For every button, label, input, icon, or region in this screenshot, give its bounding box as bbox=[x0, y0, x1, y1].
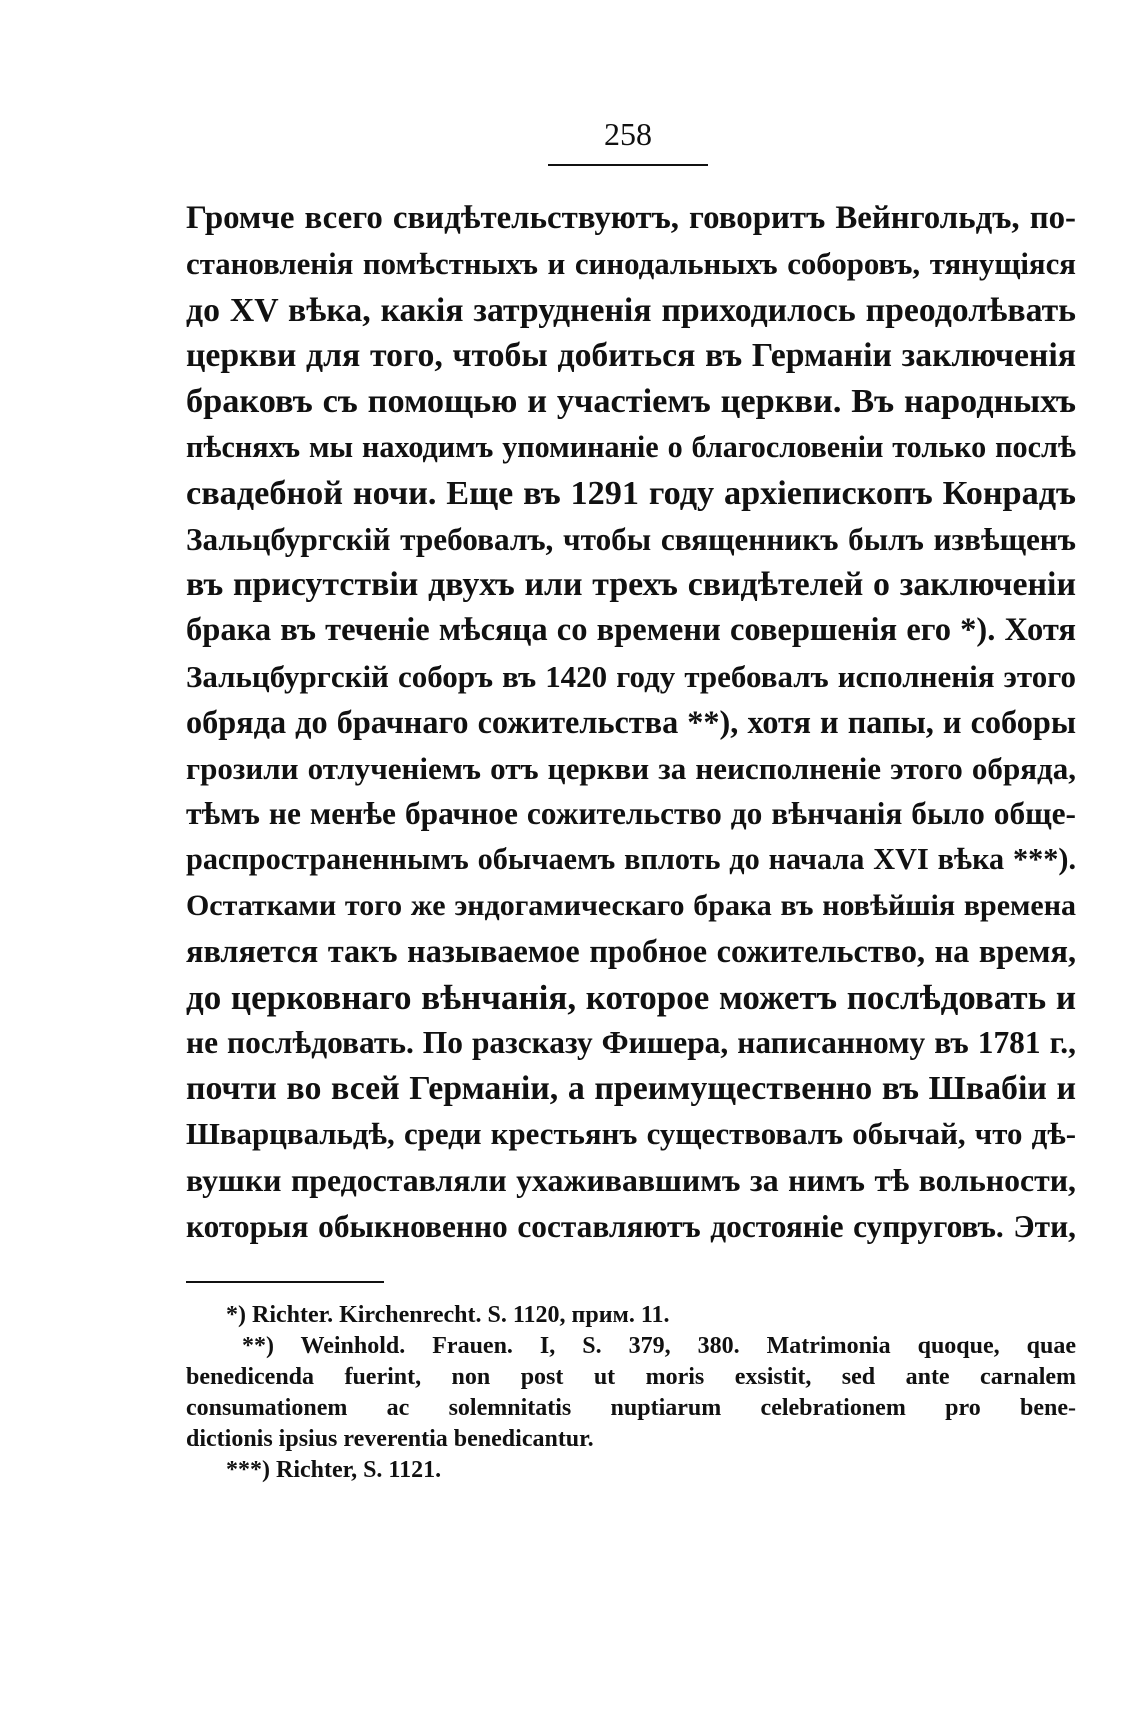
body-line: до церковнаго вѣнчанія, которое можетъ послѣдовать и bbox=[186, 977, 1076, 1017]
header-rule bbox=[548, 164, 708, 166]
body-line: обряда до брачнаго сожительства **), хотя и папы, и соборы bbox=[186, 703, 1076, 740]
body-line: Остатками того же эндогамическаго брака въ новѣйшія времена bbox=[186, 888, 1076, 922]
body-line: церкви для того, чтобы добиться въ Германіи заключенія bbox=[186, 337, 1076, 375]
body-line: свадебной ночи. Еще въ 1291 году архіепископъ Конрадъ bbox=[186, 473, 1076, 512]
page-number: 258 bbox=[604, 116, 652, 152]
body-line: въ присутствіи двухъ или трехъ свидѣтелей о заключеніи bbox=[186, 566, 1076, 604]
footnotes bbox=[186, 1300, 1076, 1486]
body-line: Громче всего свидѣтельствуютъ, говоритъ Вейнгольдъ, по- bbox=[186, 200, 1076, 236]
body-line: не послѣдовать. По разсказу Фишера, написанному въ 1781 г., bbox=[186, 1025, 1076, 1061]
body-line: распространеннымъ обычаемъ вплоть до начала XVI вѣка ***). bbox=[186, 842, 1076, 877]
body-line: становленія помѣстныхъ и синодальныхъ соборовъ, тянущіяся bbox=[186, 246, 1076, 281]
body-line: является такъ называемое пробное сожительство, на время, bbox=[186, 932, 1076, 969]
body-line: тѣмъ не менѣе брачное сожительство до вѣнчанія было обще- bbox=[186, 796, 1076, 832]
body-line: которыя обыкновенно составляютъ достояніе супруговъ. Эти, bbox=[186, 1208, 1076, 1244]
body-line: грозили отлученіемъ отъ церкви за неисполненіе этого обряда, bbox=[186, 750, 1076, 786]
body-line: вушки предоставляли ухаживавшимъ за нимъ тѣ вольности, bbox=[186, 1162, 1076, 1198]
footnote-2-line: **) Weinhold. Frauen. I, S. 379, 380. Matrimonia quoque, quae bbox=[242, 1333, 1076, 1359]
body-line: Шварцвальдѣ, среди крестьянъ существовалъ обычай, что дѣ- bbox=[186, 1116, 1076, 1151]
body-line: Зальцбургскій требовалъ, чтобы священникъ былъ извѣщенъ bbox=[186, 521, 1076, 557]
body-line: пѣсняхъ мы находимъ упоминаніе о благословеніи только послѣ bbox=[186, 429, 1076, 464]
footnote-2-line: dictionis ipsius reverentia benedicantur. bbox=[186, 1426, 594, 1452]
body-line: почти во всей Германіи, а преимущественно въ Швабіи и bbox=[186, 1070, 1076, 1108]
footnote-1: *) Richter. Kirchenrecht. S. 1120, прим. 11. bbox=[226, 1302, 670, 1328]
footnote-rule bbox=[186, 1281, 384, 1283]
footnote-2-line: benedicenda fuerint, non post ut moris exsistit, sed ante carnalem bbox=[186, 1364, 1076, 1390]
footnote-3: ***) Richter, S. 1121. bbox=[226, 1457, 442, 1483]
body-line: Зальцбургскій соборъ въ 1420 году требовалъ исполненія этого bbox=[186, 658, 1076, 694]
footnote-2-line: consumationem ac solemnitatis nuptiarum celebrationem pro bene- bbox=[186, 1395, 1076, 1421]
body-line: брака въ теченіе мѣсяца со времени совершенія его *). Хотя bbox=[186, 612, 1076, 649]
body-text bbox=[186, 196, 1076, 1249]
body-line: браковъ съ помощью и участіемъ церкви. Въ народныхъ bbox=[186, 382, 1076, 421]
body-line: до XV вѣка, какія затрудненія приходилось преодолѣвать bbox=[186, 291, 1076, 329]
